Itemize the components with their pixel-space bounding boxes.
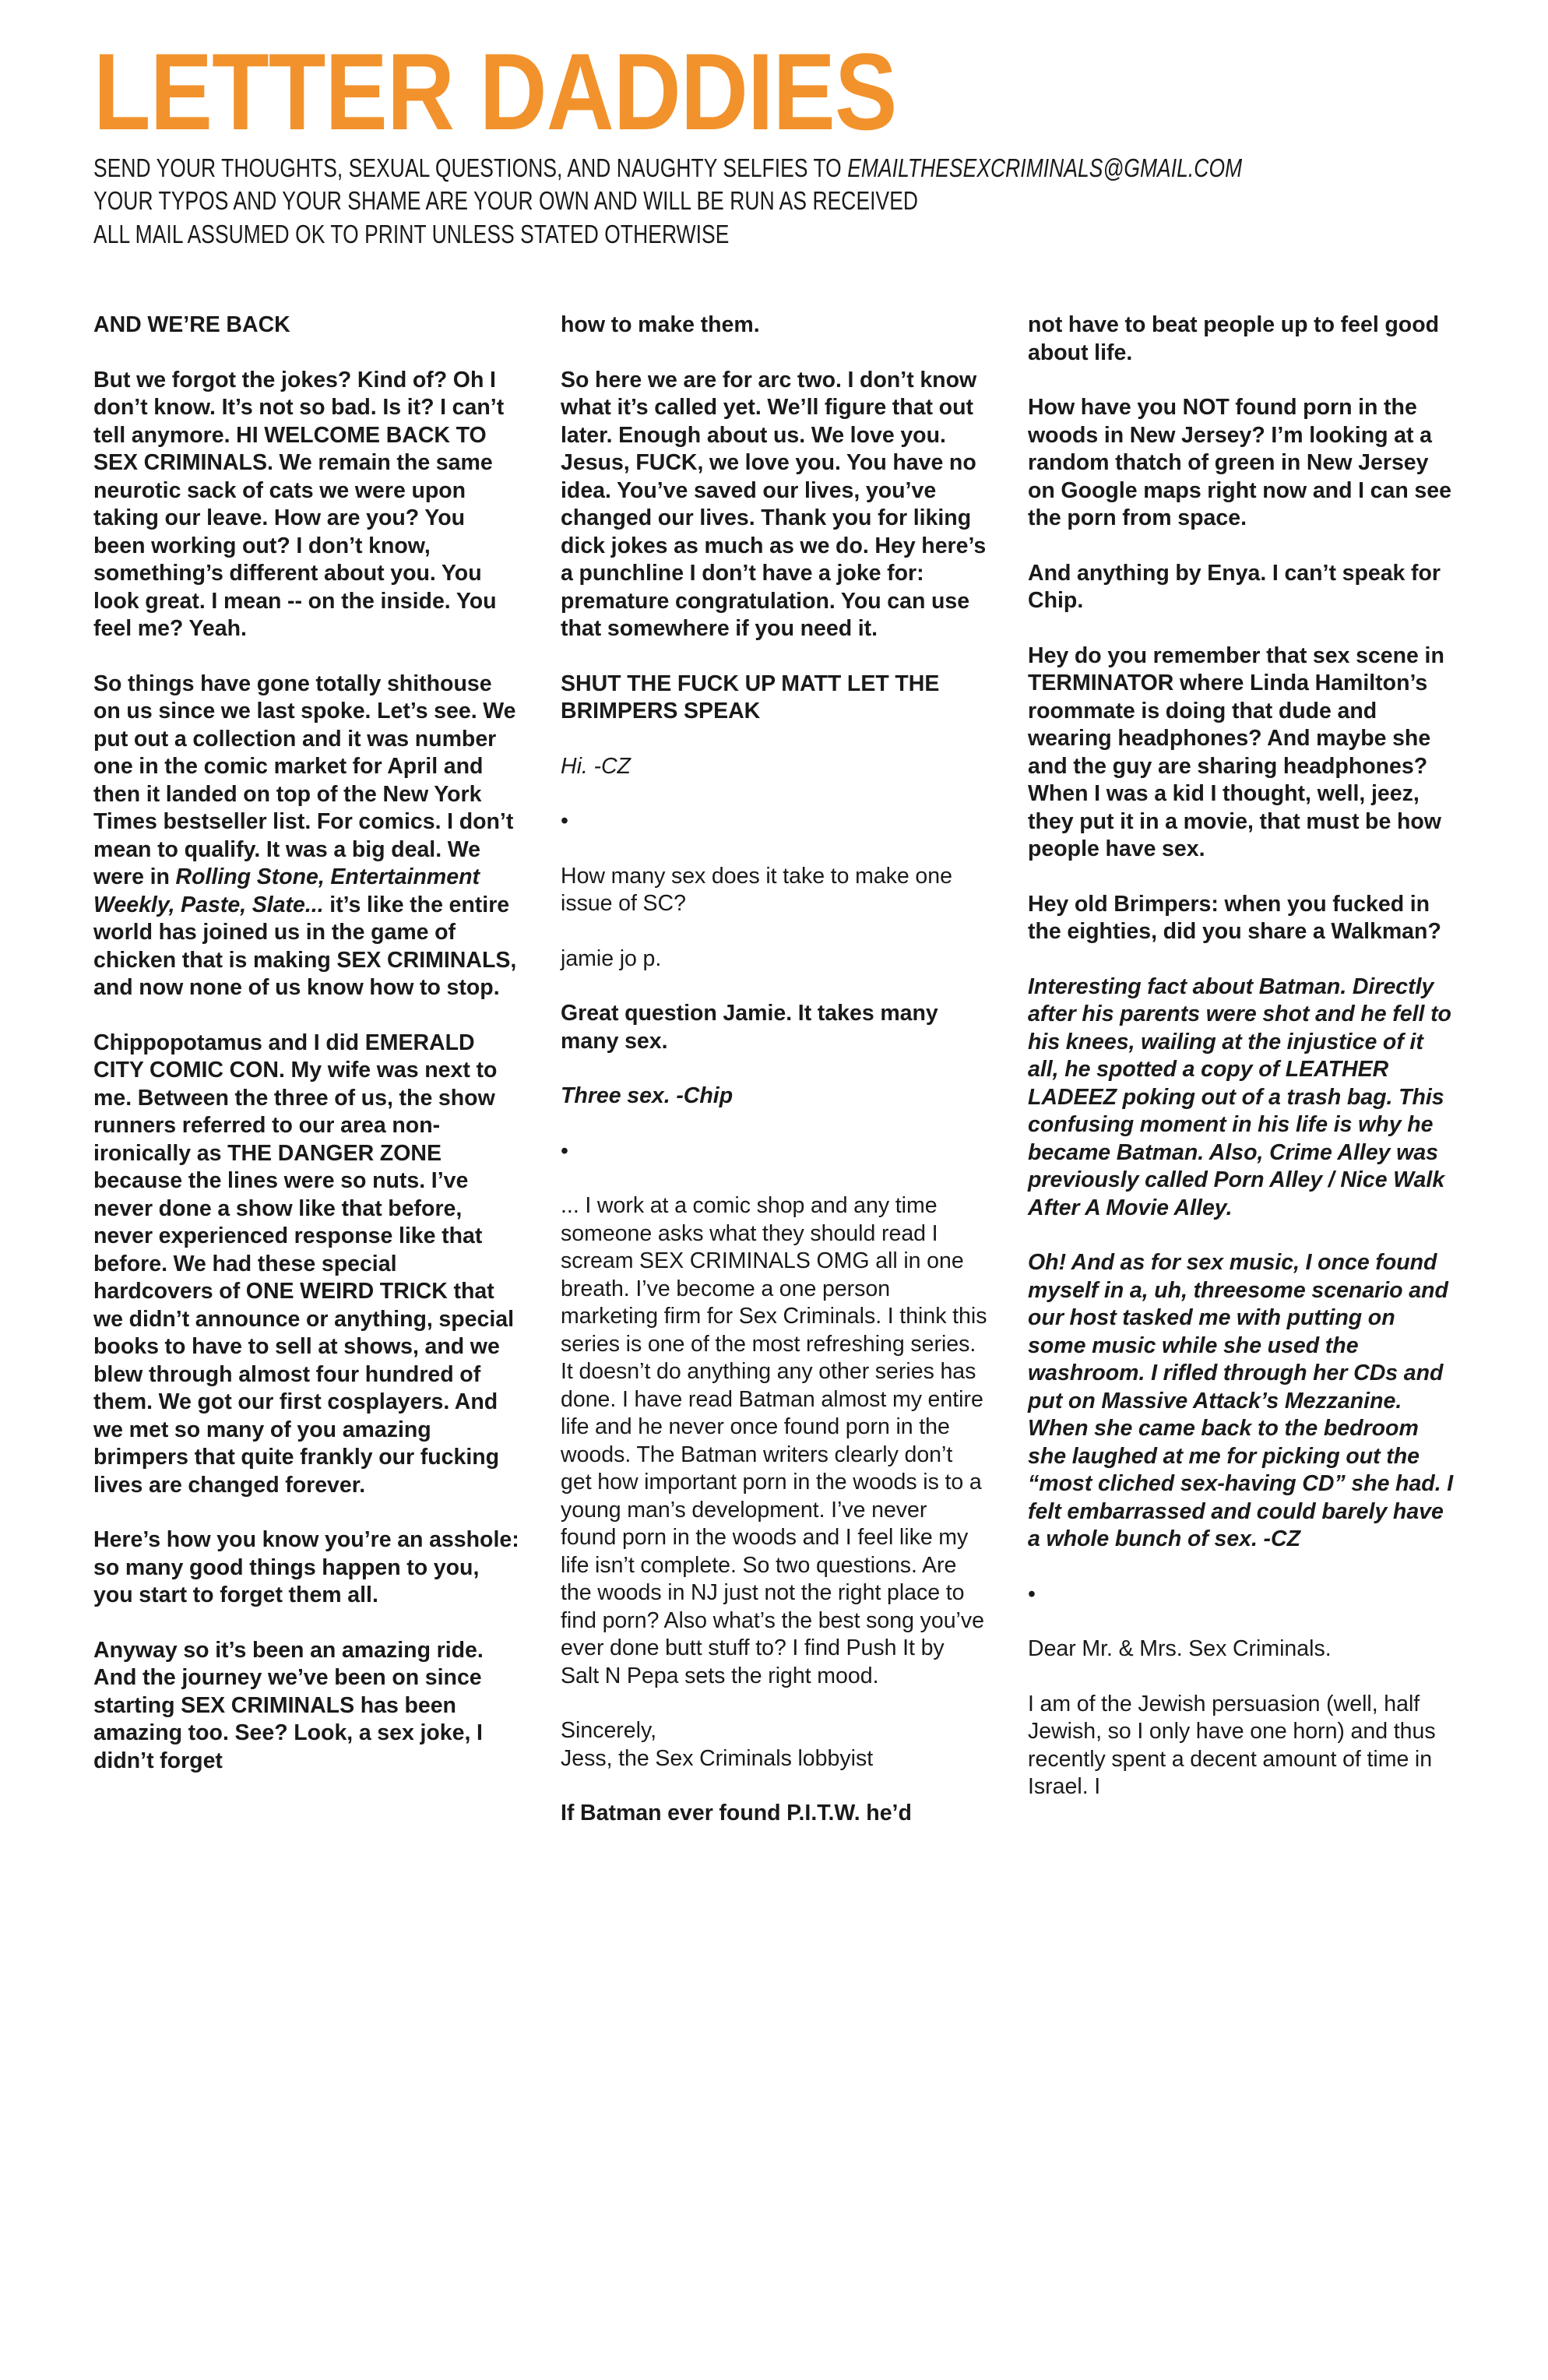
masthead-subtext — [93, 152, 1455, 251]
masthead — [93, 0, 1455, 251]
reader-letter-israel: I am of the Jewish persuasion (well, half Jewish, so I only have one horn) and thus recently spent a decent amount of time in Israel. I — [1028, 1691, 1436, 1799]
print-disclaimer-line: ALL MAIL ASSUMED OK TO PRINT UNLESS STATED OTHERWISE — [93, 219, 730, 248]
editor-reply-chip: Three sex. -Chip — [561, 1083, 734, 1108]
section-heading-and-were-back: AND WE’RE BACK — [93, 312, 290, 337]
submission-text: SEND YOUR THOUGHTS, SEXUAL QUESTIONS, AND NAUGHTY SELFIES TO — [93, 153, 848, 183]
editor-answer-batman-start: If Batman ever found P.I.T.W. he’d — [561, 1801, 912, 1825]
editor-answer-terminator: Hey do you remember that sex scene in TERMINATOR where Linda Hamilton’s roommate is doing that dude and wearing headphones? And maybe she and the guy are sharing headphones? When I was a kid I thought, well, jeez, they put it in a movie, that must be how people have sex. — [1028, 643, 1444, 861]
editor-answer-matt: Great question Jamie. It takes many many sex. — [561, 1001, 938, 1054]
letter-separator-bullet: • — [561, 808, 568, 833]
editor-answer-batman-continued: not have to beat people up to feel good about life. — [1028, 312, 1440, 365]
submission-line — [93, 152, 1243, 185]
column-two — [561, 312, 987, 1855]
editor-answer-enya: And anything by Enya. I can’t speak for Chip. — [1028, 560, 1441, 613]
magazine-titles-italic: Rolling Stone, Entertainment Weekly, Paste, Slate... — [93, 864, 480, 917]
editor-reply-cz: Hi. -CZ — [561, 753, 631, 779]
signoff-sincerely: Sincerely, — [561, 1718, 657, 1743]
editorial-paragraph-2-part-a: So things have gone totally shithouse on us since we last spoke. Let’s see. We put out a collection and it was number one in the comic market for April and then it landed on top of the New York Times bestseller list. For comics. I don’t mean to qualify. It was a big deal. We were in — [93, 671, 516, 889]
reader-letter-jess-signoff — [561, 1717, 987, 1773]
column-one — [93, 312, 520, 1855]
typos-disclaimer-line: YOUR TYPOS AND YOUR SHAME ARE YOUR OWN AND WILL BE RUN AS RECEIVED — [93, 186, 919, 216]
reader-letter-salutation: Dear Mr. & Mrs. Sex Criminals. — [1028, 1636, 1332, 1661]
editorial-paragraph-5: Anyway so it’s been an amazing ride. And the journey we’ve been on since starting SEX CRIMINALS has been amazing too. See? Look, a sex joke, I didn’t forget — [93, 1637, 484, 1773]
editorial-paragraph-2-part-b: it’s like the entire world has joined us in the game of chicken that is making SEX CRIMINALS, and now none of us know how to stop. — [93, 892, 517, 1000]
editorial-paragraph-1: But we forgot the jokes? Kind of? Oh I don’t know. It’s not so bad. Is it? I can’t tell anymore. HI WELCOME BACK TO SEX CRIMINALS. We remain the same neurotic sack of cats we were upon taking our leave. How are you? You been working out? I don’t know, something’s different about you. You look great. I mean -- on the inside. You feel me? Yeah. — [93, 367, 505, 641]
column-three — [1028, 312, 1455, 1855]
letter-separator-bullet-3: • — [1028, 1581, 1036, 1607]
page-title: LETTER DADDIES — [93, 30, 897, 153]
article-columns — [93, 312, 1455, 1855]
reader-letter-jamie: How many sex does it take to make one issue of SC? — [561, 863, 952, 916]
letter-separator-bullet-2: • — [561, 1138, 568, 1164]
editorial-continuation: how to make them. — [561, 312, 760, 337]
editor-question-walkman: Hey old Brimpers: when you fucked in the eighties, did you share a Walkman? — [1028, 891, 1441, 944]
editorial-paragraph-4: Here’s how you know you’re an asshole: so many good things happen to you, you start to forget them all. — [93, 1527, 519, 1607]
editor-answer-porn-woods: How have you NOT found porn in the woods in New Jersey? I’m looking at a random thatch of green in New Jersey on Google maps right now and I can see the porn from space. — [1028, 395, 1451, 530]
reader-letter-jamie-signature: jamie jo p. — [561, 945, 662, 971]
signoff-name: Jess, the Sex Criminals lobbyist — [561, 1745, 874, 1771]
section-heading-brimpers-speak: SHUT THE FUCK UP MATT LET THE BRIMPERS SPEAK — [561, 671, 940, 724]
editorial-paragraph-3: Chippopotamus and I did EMERALD CITY COMIC CON. My wife was next to me. Between the three of us, the show runners referred to our area non-ironically as THE DANGER ZONE because the lines were so nuts. I’ve never done a show like that before, never experienced response like that before. We had these special hardcovers of ONE WEIRD TRICK that we didn’t announce or anything, special books to have to sell at shows, and we blew through almost four hundred of them. We got our first cosplayers. And we met so many of you amazing brimpers that quite frankly our fucking lives are changed forever. — [93, 1030, 515, 1498]
submission-email[interactable]: EMAILTHESEXCRIMINALS@GMAIL.COM — [847, 153, 1243, 183]
chip-reply-batman-fact: Interesting fact about Batman. Directly after his parents were shot and he fell to his knees, wailing at the injustice of it all, he spotted a copy of LEATHER LADEEZ poking out of a trash bag. This confusing moment in his life is why he became Batman. Also, Crime Alley was previously called Porn Alley / Nice Walk After A Movie Alley. — [1028, 973, 1451, 1220]
reader-letter-jess: ... I work at a comic shop and any time someone asks what they should read I scream SEX CRIMINALS OMG all in one breath. I’ve become a one person marketing firm for Sex Criminals. I think this series is one of the most refreshing series. It doesn’t do anything any other series has done. I have read Batman almost my entire life and he never once found porn in the woods. The Batman writers clearly don’t get how important porn in the woods is to a young man’s development. I’ve never found porn in the woods and I feel like my life isn’t complete. So two questions. Are the woods in NJ just not the right place to find porn? Also what’s the best song you’ve ever done butt stuff to? I find Push It by Salt N Pepa sets the right mood. — [561, 1193, 987, 1688]
editorial-paragraph-6: So here we are for arc two. I don’t know what it’s called yet. We’ll figure that out later. Enough about us. We love you. Jesus, FUCK, we love you. You have no idea. You’ve saved our lives, you’ve changed our lives. Thank you for liking dick jokes as much as we do. Hey here’s a punchline I don’t have a joke for: premature congratulation. You can use that somewhere if you need it. — [561, 367, 987, 641]
editorial-paragraph-2 — [93, 671, 520, 1002]
chip-reply-sex-music: Oh! And as for sex music, I once found myself in a, uh, threesome scenario and our host tasked me with putting on some music while she used the washroom. I rifled through her CDs and put on Massive Attack’s Mezzanine. When she came back to the bedroom she laughed at me for picking out the “most cliched sex-having CD” she had. I felt embarrassed and could barely have a whole bunch of sex. -CZ — [1028, 1250, 1454, 1551]
